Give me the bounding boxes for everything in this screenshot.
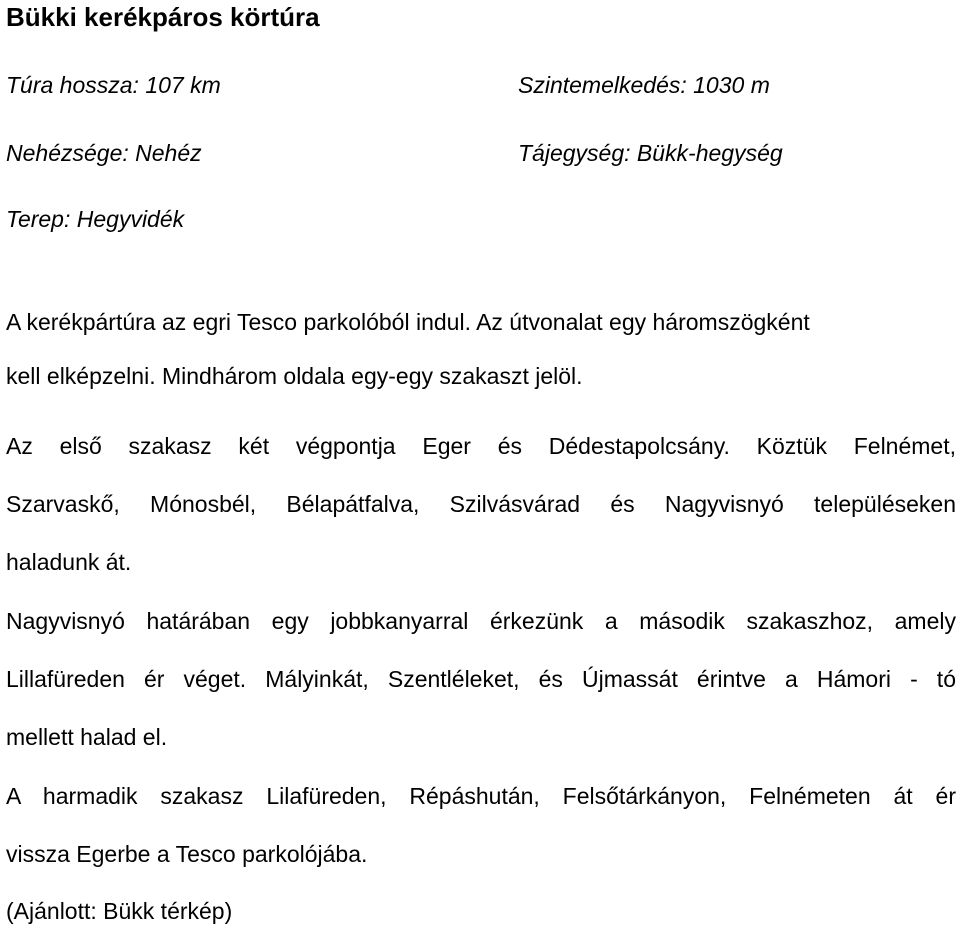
region: Tájegység: Bükk-hegység [518,140,783,166]
paragraph-line: Szarvaskő, Mónosbél, Bélapátfalva, Szilvásvárad és Nagyvisnyó településeken [6,491,956,517]
paragraph-line: haladunk át. [6,549,132,575]
difficulty: Nehézsége: Nehéz [6,140,202,166]
paragraph-line: Lillafüreden ér véget. Mályinkát, Szentléleket, és Újmassát érintve a Hámori - tó [6,666,956,692]
paragraph-line: Az első szakasz két végpontja Eger és Dédestapolcsány. Köztük Felnémet, [6,433,956,459]
paragraph-line: A harmadik szakasz Lilafüreden, Répáshután, Felsőtárkányon, Felnémeten át ér [6,783,956,809]
paragraph-line: A kerékpártúra az egri Tesco parkolóból indul. Az útvonalat egy háromszögként [6,309,810,335]
terrain: Terep: Hegyvidék [6,206,185,232]
paragraph-line: vissza Egerbe a Tesco parkolójába. [6,841,368,867]
document-title: Bükki kerékpáros körtúra [6,2,320,32]
paragraph-line: kell elképzelni. Mindhárom oldala egy-egy szakaszt jelöl. [6,363,583,389]
recommendation-note: (Ajánlott: Bükk térkép) [6,898,233,924]
intro-paragraph [6,307,956,417]
tour-length: Túra hossza: 107 km [6,72,221,98]
section-2-paragraph [6,592,956,766]
elevation-gain: Szintemelkedés: 1030 m [518,72,770,98]
section-3-paragraph [6,767,956,883]
paragraph-line: Nagyvisnyó határában egy jobbkanyarral érkezünk a második szakaszhoz, amely [6,608,956,634]
paragraph-line: mellett halad el. [6,724,168,750]
section-1-paragraph [6,417,956,591]
